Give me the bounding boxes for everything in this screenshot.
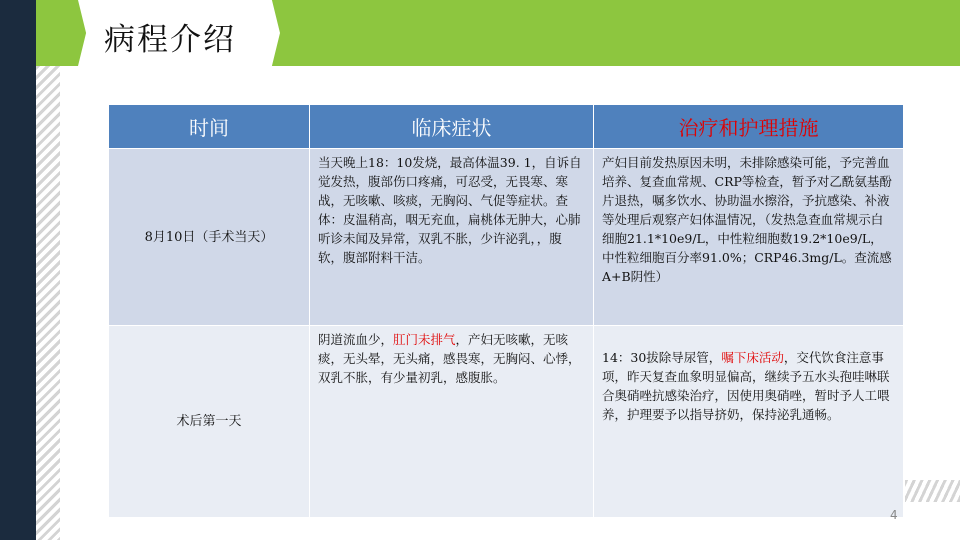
row1-symptoms: 当天晚上18：10发烧，最高体温39. 1，自诉自觉发热，腹部伤口疼痛，可忍受，无畏寒、寒战，无咳嗽、咳痰，无胸闷、气促等症状。查体：皮温稍高，咽无充血，扁桃体无肿大，心肺听诊未闻及异常，双乳不胀，少许泌乳，，腹软，腹部附料干洁。 bbox=[310, 149, 594, 326]
table-row bbox=[109, 326, 904, 518]
row2-treatment-a: 14：30拔除导尿管， bbox=[602, 350, 722, 365]
row2-treatment bbox=[594, 326, 904, 518]
row1-time: 8月10日（手术当天） bbox=[109, 149, 310, 326]
slide-title: 病程介绍 bbox=[104, 22, 236, 58]
header-time: 时间 bbox=[109, 105, 310, 149]
left-hatch-decor bbox=[36, 66, 60, 540]
row2-treatment-highlight: 嘱下床活动 bbox=[721, 350, 784, 365]
right-hatch-decor bbox=[905, 480, 960, 502]
row2-time: 术后第一天 bbox=[109, 326, 310, 518]
row2-treatment-b: ，交代饮食注意事项，昨天复查血象明显偏高，继续予五水头孢哇啉联合奥硝唑抗感染治疗，因使用奥硝唑，暂时予人工喂养，护理要予以指导挤奶，保持泌乳通畅。 bbox=[602, 350, 890, 422]
row2-symptoms bbox=[310, 326, 594, 518]
header-symptoms: 临床症状 bbox=[310, 105, 594, 149]
course-table bbox=[108, 104, 904, 518]
header-treatment: 治疗和护理措施 bbox=[594, 105, 904, 149]
row1-treatment: 产妇目前发热原因未明，未排除感染可能，予完善血培养、复查血常规、CRP等检查，暂予对乙酰氨基酚片退热，嘱多饮水、协助温水擦浴，予抗感染、补液等处理后观察产妇体温情况，（发热急查血常规示白细胞21.1*10e9/L，中性粒细胞数19.2*10e9/L，中性粒细胞百分率91.0%；CRP46.3mg/L。查流感A+B阴性） bbox=[594, 149, 904, 326]
row2-symptoms-b: ，产妇无咳嗽，无咳痰，无头晕，无头痛，感畏寒，无胸闷、心悸，双乳不胀，有少量初乳，感腹胀。 bbox=[318, 332, 581, 385]
row2-symptoms-highlight: 肛门未排气 bbox=[393, 332, 456, 347]
left-decor-bar bbox=[0, 0, 36, 540]
table-row bbox=[109, 149, 904, 326]
row2-symptoms-a: 阴道流血少， bbox=[318, 332, 394, 347]
table-header-row bbox=[109, 105, 904, 149]
page-number: 4 bbox=[890, 508, 898, 522]
